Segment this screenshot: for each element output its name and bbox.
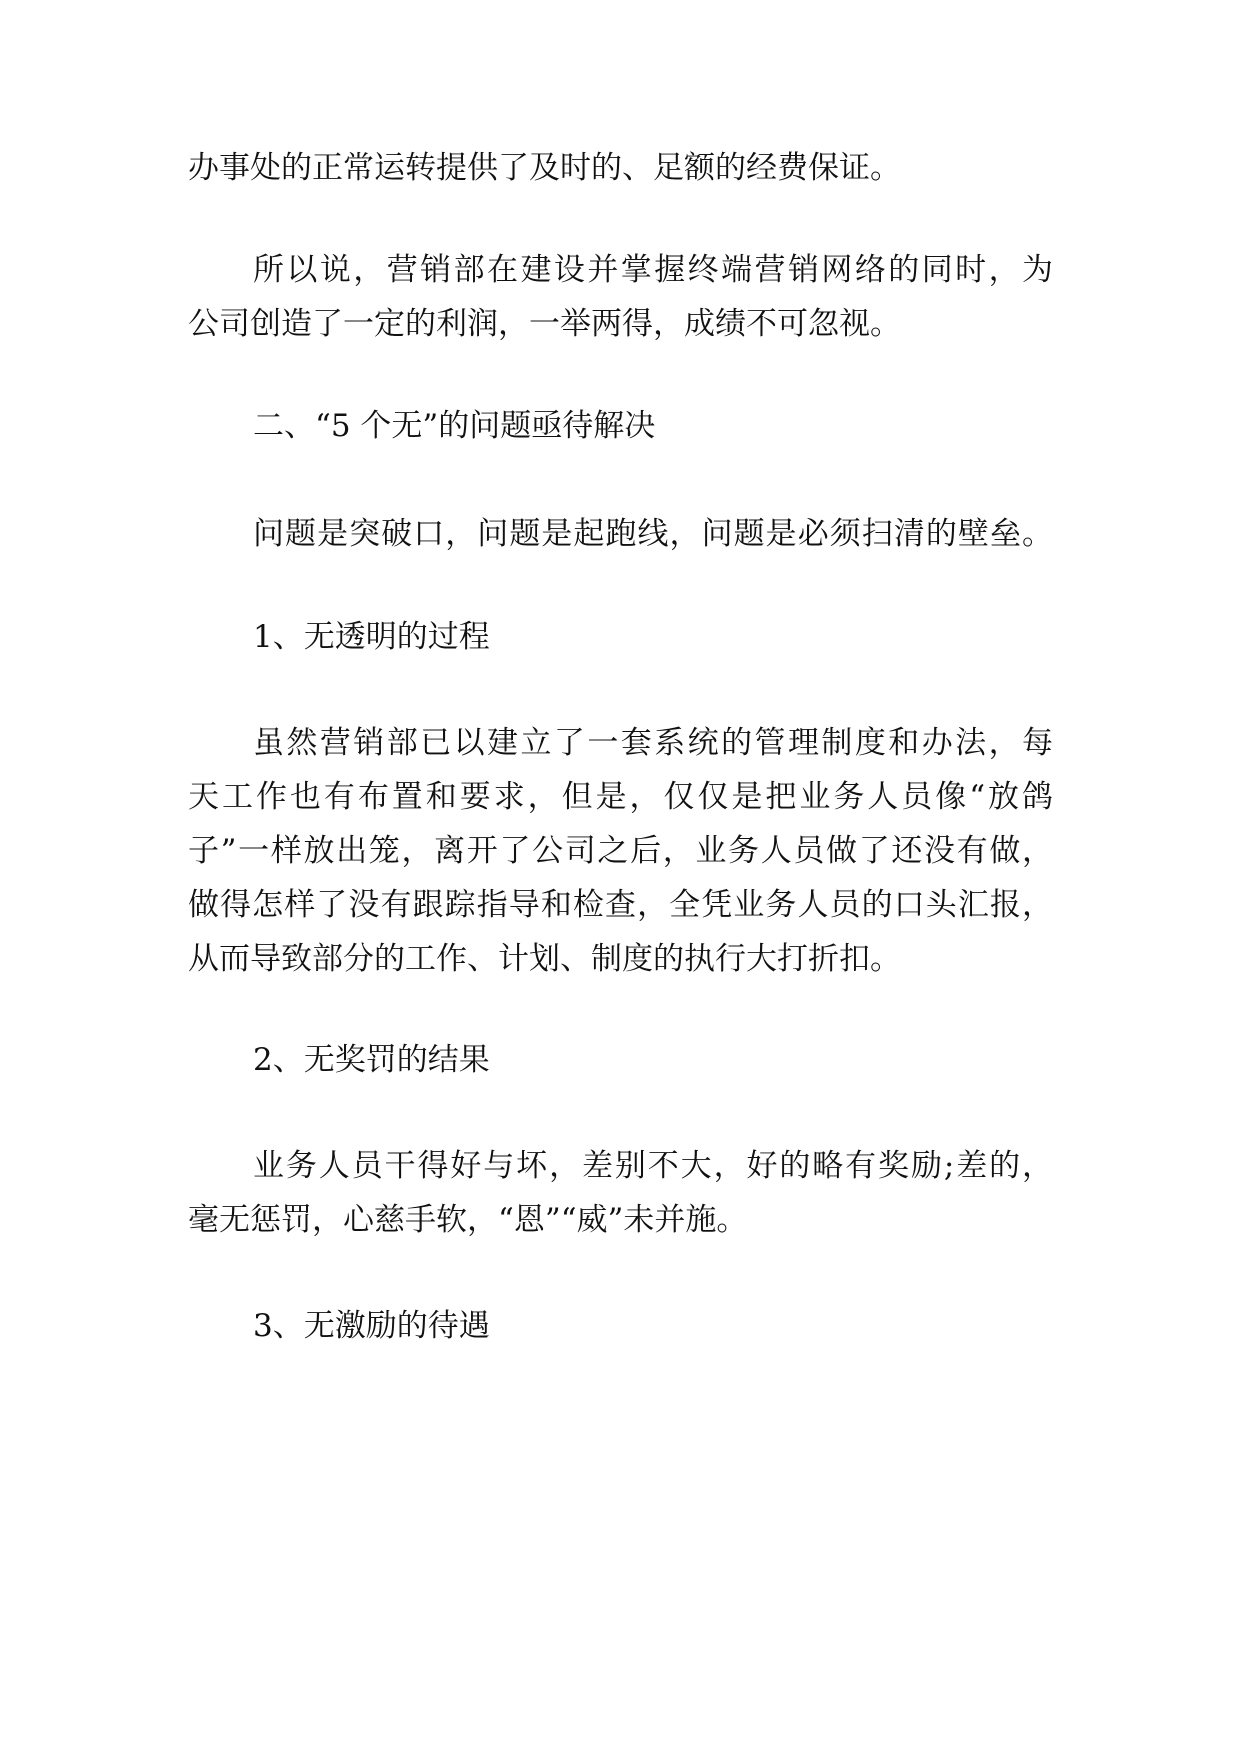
section-heading: 二、“5 个无”的问题亟待解决 bbox=[253, 408, 656, 444]
paragraph-line: 业务人员干得好与坏，差别不大，好的略有奖励;差的， bbox=[253, 1148, 1053, 1184]
paragraph-line: 公司创造了一定的利润，一举两得，成绩不可忽视。 bbox=[188, 306, 901, 342]
paragraph-line: 虽然营销部已以建立了一套系统的管理制度和办法，每 bbox=[253, 725, 1053, 761]
paragraph-line: 所以说，营销部在建设并掌握终端营销网络的同时，为 bbox=[253, 252, 1053, 288]
paragraph-line: 从而导致部分的工作、计划、制度的执行大打折扣。 bbox=[188, 941, 901, 977]
paragraph-line: 子”一样放出笼，离开了公司之后，业务人员做了还没有做， bbox=[188, 833, 1053, 869]
subheading: 1、无透明的过程 bbox=[253, 619, 490, 655]
paragraph-continuation-line: 办事处的正常运转提供了及时的、足额的经费保证。 bbox=[188, 150, 901, 186]
paragraph-line: 天工作也有布置和要求，但是，仅仅是把业务人员像“放鸽 bbox=[188, 779, 1053, 815]
paragraph-line: 做得怎样了没有跟踪指导和检查，全凭业务人员的口头汇报， bbox=[188, 887, 1053, 923]
subheading: 2、无奖罚的结果 bbox=[253, 1042, 490, 1078]
subheading: 3、无激励的待遇 bbox=[253, 1308, 490, 1344]
paragraph-line: 毫无惩罚，心慈手软，“恩”“威”未并施。 bbox=[188, 1202, 748, 1238]
paragraph-line: 问题是突破口，问题是起跑线，问题是必须扫清的壁垒。 bbox=[253, 516, 1053, 552]
